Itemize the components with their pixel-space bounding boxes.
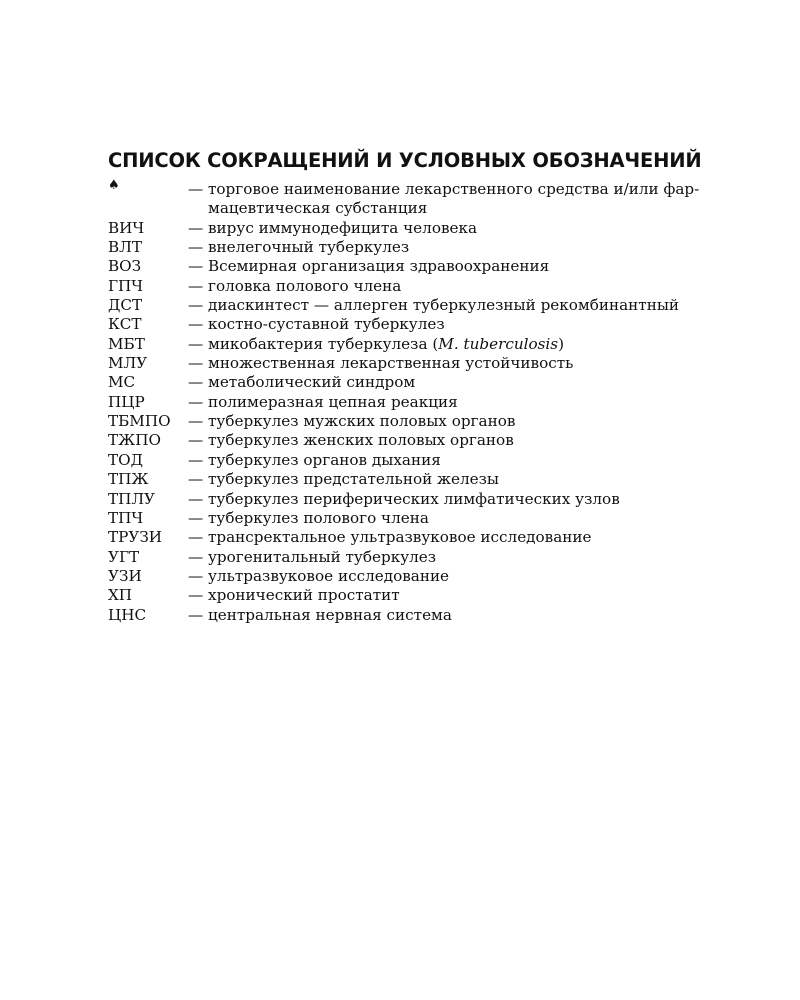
separator-dash: —	[188, 566, 204, 585]
list-item	[108, 315, 708, 334]
list-item	[108, 354, 708, 373]
abbreviation-term: ТБМПО	[108, 412, 171, 431]
abbreviation-definition: полимеразная цепная реакция	[208, 392, 458, 411]
separator-dash: —	[188, 238, 204, 257]
separator-dash: —	[188, 218, 204, 237]
separator-dash: —	[188, 450, 204, 469]
separator-dash: —	[188, 508, 204, 527]
abbreviation-term: ТРУЗИ	[108, 528, 163, 547]
abbreviation-term: ПЦР	[108, 392, 145, 411]
abbreviation-definition: туберкулез женских половых органов	[208, 431, 514, 450]
abbreviation-term: ТПЧ	[108, 508, 144, 527]
list-item	[108, 393, 708, 412]
abbreviation-term	[108, 180, 188, 199]
abbreviation-term: МЛУ	[108, 354, 148, 373]
abbreviation-term: ТОД	[108, 450, 143, 469]
abbreviation-term: ХП	[108, 586, 133, 605]
abbreviation-definition: костно-суставной туберкулез	[208, 315, 445, 334]
separator-dash: —	[188, 586, 204, 605]
abbreviation-term: ЦНС	[108, 605, 147, 624]
list-item	[108, 528, 708, 547]
abbreviation-definition: диаскинтест — аллерген туберкулезный рекомбинантный	[208, 296, 680, 315]
list-item	[108, 509, 708, 528]
separator-dash: —	[188, 354, 204, 373]
list-item	[108, 606, 708, 625]
definition-text: )	[558, 334, 564, 353]
abbreviation-definition	[208, 335, 708, 354]
abbreviation-term: ВОЗ	[108, 257, 142, 276]
definition-text: микобактерия туберкулеза (	[208, 334, 439, 353]
separator-dash: —	[188, 605, 204, 624]
definition-line: торговое наименование лекарственного средства и/или фар-	[208, 180, 700, 198]
separator-dash: —	[188, 392, 204, 411]
abbreviation-definition: Всемирная организация здравоохранения	[208, 257, 550, 276]
separator-dash: —	[188, 257, 204, 276]
abbreviation-definition: центральная нервная система	[208, 605, 452, 624]
list-item	[108, 431, 708, 450]
abbreviation-term: УЗИ	[108, 566, 142, 585]
abbreviation-definition: туберкулез органов дыхания	[208, 450, 441, 469]
list-item	[108, 451, 708, 470]
list-item	[108, 296, 708, 315]
separator-dash: —	[188, 431, 204, 450]
separator-dash: —	[188, 489, 204, 508]
abbreviation-term: ВЛТ	[108, 238, 142, 257]
abbreviation-term: ТЖПО	[108, 431, 161, 450]
abbreviation-definition: метаболический синдром	[208, 373, 416, 392]
abbreviation-term: ГПЧ	[108, 276, 144, 295]
list-item	[108, 257, 708, 276]
abbreviation-term: ВИЧ	[108, 218, 145, 237]
abbreviation-definition	[208, 180, 708, 219]
abbreviation-definition: туберкулез мужских половых органов	[208, 412, 516, 431]
abbreviation-term: КСТ	[108, 315, 142, 334]
list-item	[108, 490, 708, 509]
abbreviation-term: МБТ	[108, 334, 145, 353]
abbreviation-definition: туберкулез полового члена	[208, 508, 429, 527]
definition-line: мацевтическая субстанция	[208, 199, 428, 218]
abbreviation-definition: ультразвуковое исследование	[208, 566, 450, 585]
abbreviation-definition: туберкулез предстательной железы	[208, 470, 500, 489]
list-item	[108, 412, 708, 431]
separator-dash: —	[188, 470, 204, 489]
abbreviation-definition: урогенитальный туберкулез	[208, 547, 437, 566]
abbreviation-list	[108, 180, 708, 625]
list-item	[108, 470, 708, 489]
list-item	[108, 548, 708, 567]
abbreviation-term: ТПЖ	[108, 470, 149, 489]
list-item	[108, 373, 708, 392]
abbreviation-definition: головка полового члена	[208, 276, 402, 295]
separator-dash: —	[188, 528, 204, 547]
list-item-mbt	[108, 335, 708, 354]
abbreviation-term: ТПЛУ	[108, 489, 156, 508]
abbreviation-definition: туберкулез периферических лимфатических узлов	[208, 489, 620, 508]
separator-dash: —	[188, 547, 204, 566]
separator-dash: —	[188, 180, 204, 198]
latin-species-name: M. tuberculosis	[438, 334, 559, 353]
list-item	[108, 238, 708, 257]
abbreviation-definition: трансректальное ультразвуковое исследование	[208, 528, 592, 547]
list-item-trademark	[108, 180, 708, 219]
list-item	[108, 277, 708, 296]
trademark-symbol-icon: ♠	[108, 178, 120, 193]
page-title: СПИСОК СОКРАЩЕНИЙ И УСЛОВНЫХ ОБОЗНАЧЕНИЙ	[108, 149, 702, 172]
abbreviation-definition: множественная лекарственная устойчивость	[208, 354, 574, 373]
list-item	[108, 586, 708, 605]
separator-dash: —	[188, 334, 204, 353]
abbreviation-term: УГТ	[108, 547, 140, 566]
separator-dash: —	[188, 412, 204, 431]
abbreviation-definition: вирус иммунодефицита человека	[208, 218, 478, 237]
abbreviation-definition: хронический простатит	[208, 586, 400, 605]
separator-dash: —	[188, 373, 204, 392]
separator-dash: —	[188, 276, 204, 295]
separator-dash: —	[188, 296, 204, 315]
abbreviation-term: МС	[108, 373, 136, 392]
list-item	[108, 567, 708, 586]
abbreviation-definition: внелегочный туберкулез	[208, 238, 410, 257]
abbreviation-term: ДСТ	[108, 296, 143, 315]
separator-dash: —	[188, 315, 204, 334]
list-item	[108, 219, 708, 238]
